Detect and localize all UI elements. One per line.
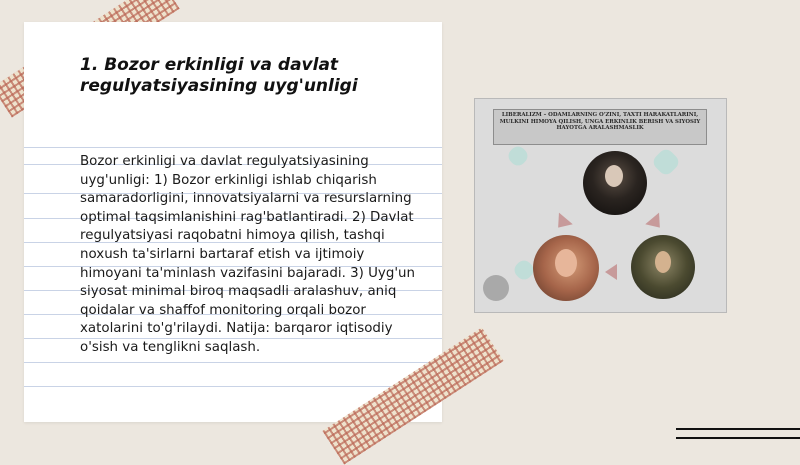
portrait-top [583,151,647,215]
image-banner-text: LIBERALIZM – ODAMLARNING O'ZINI, TAXTI HARAKATLARINI, MULKINI HIMOYA QILISH, UNGA ERKINLIK BERISH VA SIYOSIY HAYOTGA ARALASHMASLIK [499,112,701,132]
decorative-rule [676,428,800,430]
decorative-shape [650,146,681,177]
notebook-paper [24,22,442,422]
portrait-left [533,235,599,301]
ruled-line [24,362,442,363]
portrait-face [555,249,577,277]
ruled-line [24,147,442,148]
image-banner [493,109,707,145]
portrait-face [655,251,671,273]
arrow-icon [645,213,667,234]
arrow-icon [551,213,573,234]
portrait-right [631,235,695,299]
arrow-icon [605,264,617,280]
decorative-rule [676,437,800,439]
ruled-line [24,386,442,387]
slide-body-text: Bozor erkinligi va davlat regulyatsiyasining uyg'unligi: 1) Bozor erkinligi ishlab chiqarish samaradorligini, innovatsiyalarni va resurslarning optimal taqsimlanishini rag'batlantiradi. 2) Davlat regulyatsiyasi raqobatni himoya qilish, tashqi noxush ta'sirlarni bartaraf etish va ijtimoiy himoyani ta'minlash vazifasini bajaradi. 3) Uyg'un siyosat minimal biroq maqsadli aralashuv, aniq qoidalar va shaffof monitoring orqali bozor xatolarini to'g'rilaydi. Natija: barqaror iqtisodiy o'sish va tenglikni saqlash. [80,154,415,355]
decorative-circle [483,275,509,301]
slide-title: 1. Bozor erkinligi va davlat regulyatsiyasining uyg'unligi [80,55,358,96]
decorative-shape [505,143,530,168]
portrait-face [605,165,623,187]
liberalism-diagram-image [474,98,727,313]
